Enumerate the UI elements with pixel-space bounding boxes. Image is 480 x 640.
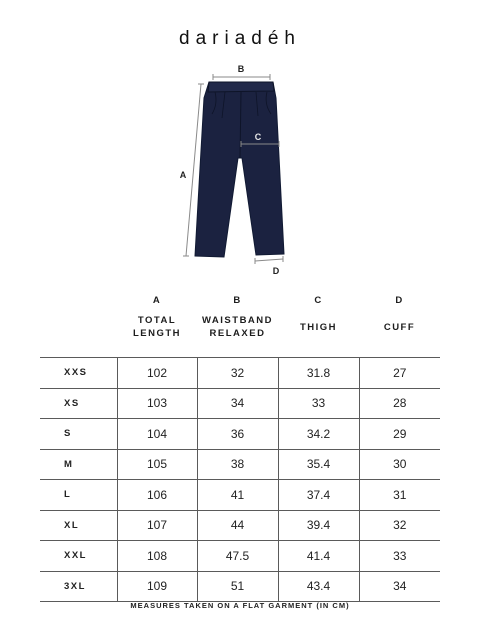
measurement-cell: 41 — [197, 480, 278, 511]
brand-logo: dariadéh — [179, 28, 301, 49]
measurement-cell: 38 — [197, 449, 278, 480]
column-letter: A — [152, 295, 162, 306]
label-d: D — [272, 266, 280, 276]
measurement-cell: 37.4 — [278, 480, 359, 511]
measurement-cell: 28 — [359, 388, 440, 419]
table-row — [40, 419, 440, 450]
measurement-cell: 34 — [359, 571, 440, 602]
column-letter: D — [395, 295, 404, 306]
column-letter: B — [233, 295, 242, 306]
size-label: XL — [40, 510, 117, 541]
measurement-cell: 34.2 — [278, 419, 359, 450]
measurement-note: MEASURES TAKEN ON A FLAT GARMENT (IN CM) — [130, 601, 350, 610]
table-row — [40, 480, 440, 511]
measurement-cell: 41.4 — [278, 541, 359, 572]
column-letter: C — [314, 295, 323, 306]
measurement-cell: 107 — [117, 510, 197, 541]
measurement-cell: 104 — [117, 419, 197, 450]
size-label: L — [40, 480, 117, 511]
measurement-cell: 29 — [359, 419, 440, 450]
size-label: XXL — [40, 541, 117, 572]
trousers-illustration — [170, 58, 310, 278]
column-title: TOTAL LENGTH — [132, 315, 182, 339]
trousers-diagram — [170, 58, 310, 278]
measurement-cell: 32 — [359, 510, 440, 541]
size-label: M — [40, 449, 117, 480]
measurement-cell: 106 — [117, 480, 197, 511]
label-a: A — [179, 170, 187, 180]
column-titles-row — [0, 312, 480, 342]
column-title: WAISTBAND RELAXED — [201, 315, 274, 339]
column-title: CUFF — [383, 321, 416, 333]
column-title: THIGH — [299, 321, 338, 333]
label-c: C — [254, 132, 262, 142]
label-b: B — [237, 64, 245, 74]
measurement-cell: 43.4 — [278, 571, 359, 602]
size-label: XS — [40, 388, 117, 419]
size-chart-table — [40, 357, 440, 602]
size-label: XXS — [40, 358, 117, 389]
column-letters-row — [0, 294, 480, 308]
measurement-cell: 105 — [117, 449, 197, 480]
measurement-cell: 103 — [117, 388, 197, 419]
table-row — [40, 449, 440, 480]
measurement-cell: 44 — [197, 510, 278, 541]
size-label: S — [40, 419, 117, 450]
table-row — [40, 388, 440, 419]
measurement-cell: 27 — [359, 358, 440, 389]
trousers-shape — [195, 82, 284, 257]
measurement-cell: 39.4 — [278, 510, 359, 541]
measurement-cell: 35.4 — [278, 449, 359, 480]
measurement-cell: 47.5 — [197, 541, 278, 572]
measurement-cell: 36 — [197, 419, 278, 450]
table-row — [40, 541, 440, 572]
measurement-cell: 33 — [278, 388, 359, 419]
measurement-cell: 102 — [117, 358, 197, 389]
measurement-cell: 108 — [117, 541, 197, 572]
measurement-cell: 32 — [197, 358, 278, 389]
size-label: 3XL — [40, 571, 117, 602]
table-row — [40, 571, 440, 602]
measurement-cell: 31.8 — [278, 358, 359, 389]
measurement-cell: 51 — [197, 571, 278, 602]
measurement-cell: 33 — [359, 541, 440, 572]
measurement-cell: 109 — [117, 571, 197, 602]
measurement-cell: 34 — [197, 388, 278, 419]
measurement-cell: 30 — [359, 449, 440, 480]
table-row — [40, 510, 440, 541]
measurement-cell: 31 — [359, 480, 440, 511]
table-row — [40, 358, 440, 389]
